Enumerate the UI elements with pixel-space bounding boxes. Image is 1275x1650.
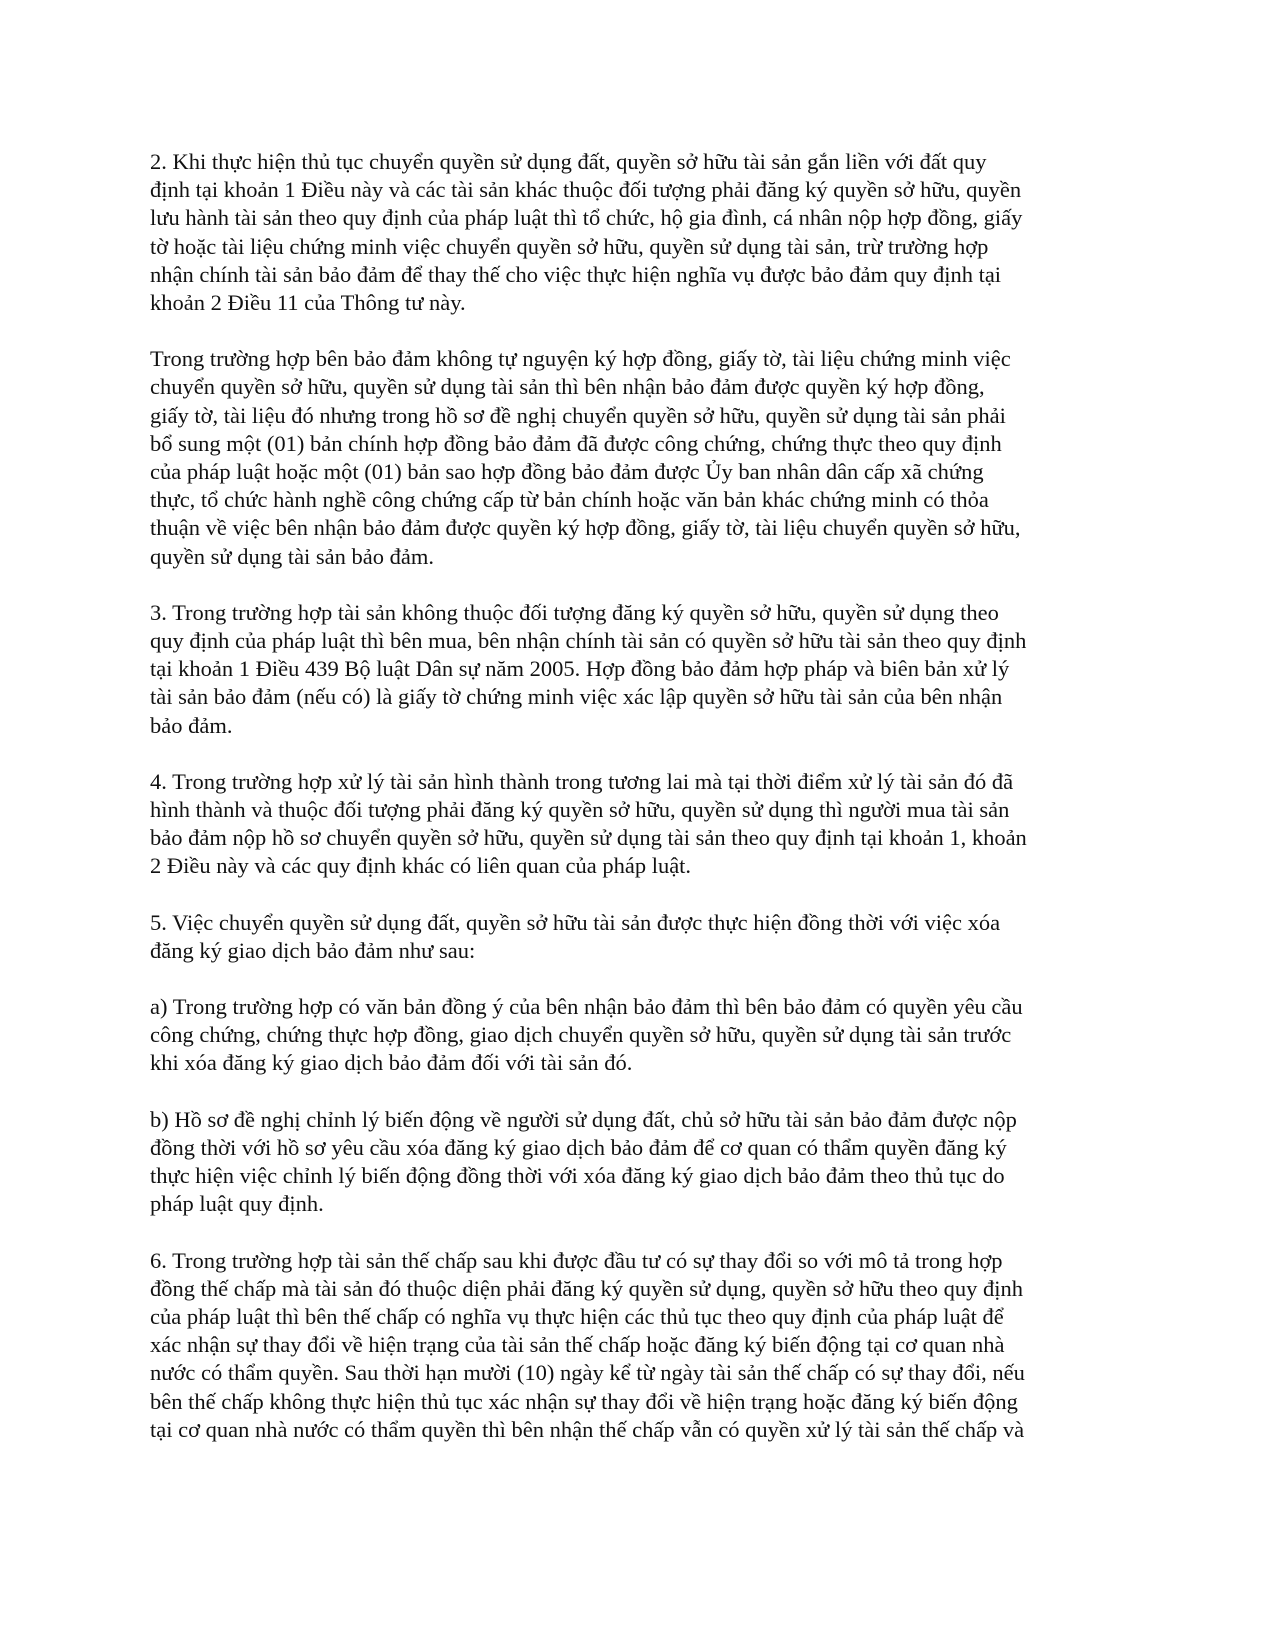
paragraph-clause-4	[150, 768, 1135, 881]
paragraph-clause-6	[150, 1247, 1135, 1444]
text-line: Trong trường hợp bên bảo đảm không tự nguyện ký hợp đồng, giấy tờ, tài liệu chứng minh việc	[150, 346, 1011, 372]
text-line: lưu hành tài sản theo quy định của pháp luật thì tổ chức, hộ gia đình, cá nhân nộp hợp đồng, giấy	[150, 205, 1023, 231]
paragraph-clause-2-continued	[150, 345, 1135, 571]
text-line: pháp luật quy định.	[150, 1191, 324, 1217]
text-line: 2 Điều này và các quy định khác có liên quan của pháp luật.	[150, 853, 692, 879]
text-line: a) Trong trường hợp có văn bản đồng ý của bên nhận bảo đảm thì bên bảo đảm có quyền yêu cầu	[150, 994, 1023, 1020]
text-line: 4. Trong trường hợp xử lý tài sản hình thành trong tương lai mà tại thời điểm xử lý tài sản đó đã	[150, 768, 1014, 794]
text-line: bên thế chấp không thực hiện thủ tục xác nhận sự thay đổi về hiện trạng hoặc đăng ký biến động	[150, 1388, 1018, 1414]
text-line: b) Hồ sơ đề nghị chỉnh lý biến động về người sử dụng đất, chủ sở hữu tài sản bảo đảm được nộp	[150, 1106, 1017, 1132]
text-line: nước có thẩm quyền. Sau thời hạn mười (10) ngày kể từ ngày tài sản thế chấp có sự thay đổi, nếu	[150, 1360, 1025, 1386]
paragraph-clause-3	[150, 599, 1135, 740]
text-line: đồng thời với hồ sơ yêu cầu xóa đăng ký giao dịch bảo đảm để cơ quan có thẩm quyền đăng ký	[150, 1134, 1007, 1160]
paragraph-clause-5b	[150, 1106, 1135, 1219]
paragraph-clause-5a	[150, 993, 1135, 1078]
text-line: thực, tổ chức hành nghề công chứng cấp từ bản chính hoặc văn bản khác chứng minh có thỏa	[150, 487, 989, 513]
paragraph-clause-2	[150, 148, 1135, 317]
text-line: chuyển quyền sở hữu, quyền sử dụng tài sản thì bên nhận bảo đảm được quyền ký hợp đồng,	[150, 374, 985, 400]
text-line: bảo đảm.	[150, 712, 233, 738]
text-line: bổ sung một (01) bản chính hợp đồng bảo đảm đã được công chứng, chứng thực theo quy định	[150, 430, 1002, 456]
text-line: thuận về việc bên nhận bảo đảm được quyền ký hợp đồng, giấy tờ, tài liệu chuyển quyền sở hữu,	[150, 515, 1021, 541]
text-line: 3. Trong trường hợp tài sản không thuộc đối tượng đăng ký quyền sở hữu, quyền sử dụng theo	[150, 599, 999, 625]
text-line: thực hiện việc chỉnh lý biến động đồng thời với xóa đăng ký giao dịch bảo đảm theo thủ tục do	[150, 1163, 1005, 1189]
paragraph-clause-5	[150, 909, 1135, 965]
text-line: tài sản bảo đảm (nếu có) là giấy tờ chứng minh việc xác lập quyền sở hữu tài sản của bên nhận	[150, 684, 1003, 710]
text-line: công chứng, chứng thực hợp đồng, giao dịch chuyển quyền sở hữu, quyền sử dụng tài sản trước	[150, 1022, 1012, 1048]
text-line: 5. Việc chuyển quyền sử dụng đất, quyền sở hữu tài sản được thực hiện đồng thời với việc xóa	[150, 909, 1001, 935]
text-line: khoản 2 Điều 11 của Thông tư này.	[150, 290, 466, 316]
text-line: 2. Khi thực hiện thủ tục chuyển quyền sử dụng đất, quyền sở hữu tài sản gắn liền với đất quy	[150, 149, 987, 174]
document-page	[150, 148, 1135, 1472]
text-line: nhận chính tài sản bảo đảm để thay thế cho việc thực hiện nghĩa vụ được bảo đảm quy định tại	[150, 261, 1002, 287]
text-line: của pháp luật hoặc một (01) bản sao hợp đồng bảo đảm được Ủy ban nhân dân cấp xã chứng	[150, 459, 984, 485]
text-line: quyền sử dụng tài sản bảo đảm.	[150, 543, 435, 569]
text-line: tờ hoặc tài liệu chứng minh việc chuyển quyền sở hữu, quyền sử dụng tài sản, trừ trường hợp	[150, 233, 989, 259]
text-line: bảo đảm nộp hồ sơ chuyển quyền sở hữu, quyền sử dụng tài sản theo quy định tại khoản 1, khoản	[150, 825, 1027, 851]
text-line: của pháp luật thì bên thế chấp có nghĩa vụ thực hiện các thủ tục theo quy định của pháp luật để	[150, 1303, 1004, 1329]
text-line: tại khoản 1 Điều 439 Bộ luật Dân sự năm 2005. Hợp đồng bảo đảm hợp pháp và biên bản xử lý	[150, 656, 1010, 682]
text-line: định tại khoản 1 Điều này và các tài sản khác thuộc đối tượng phải đăng ký quyền sở hữu, quyền	[150, 177, 1022, 203]
text-line: 6. Trong trường hợp tài sản thế chấp sau khi được đầu tư có sự thay đổi so với mô tả trong hợp	[150, 1247, 1003, 1273]
text-line: xác nhận sự thay đổi về hiện trạng của tài sản thế chấp hoặc đăng ký biến động tại cơ quan nhà	[150, 1332, 1005, 1358]
text-line: hình thành và thuộc đối tượng phải đăng ký quyền sở hữu, quyền sử dụng thì người mua tài sản	[150, 797, 1010, 823]
text-line: tại cơ quan nhà nước có thẩm quyền thì bên nhận thế chấp vẫn có quyền xử lý tài sản thế chấp và	[150, 1416, 1025, 1442]
text-line: quy định của pháp luật thì bên mua, bên nhận chính tài sản có quyền sở hữu tài sản theo quy định	[150, 628, 1027, 654]
text-line: giấy tờ, tài liệu đó nhưng trong hồ sơ đề nghị chuyển quyền sở hữu, quyền sử dụng tài sản phải	[150, 402, 1006, 428]
text-line: đồng thế chấp mà tài sản đó thuộc diện phải đăng ký quyền sử dụng, quyền sở hữu theo quy định	[150, 1275, 1024, 1301]
text-line: đăng ký giao dịch bảo đảm như sau:	[150, 937, 476, 963]
text-line: khi xóa đăng ký giao dịch bảo đảm đối với tài sản đó.	[150, 1050, 633, 1076]
